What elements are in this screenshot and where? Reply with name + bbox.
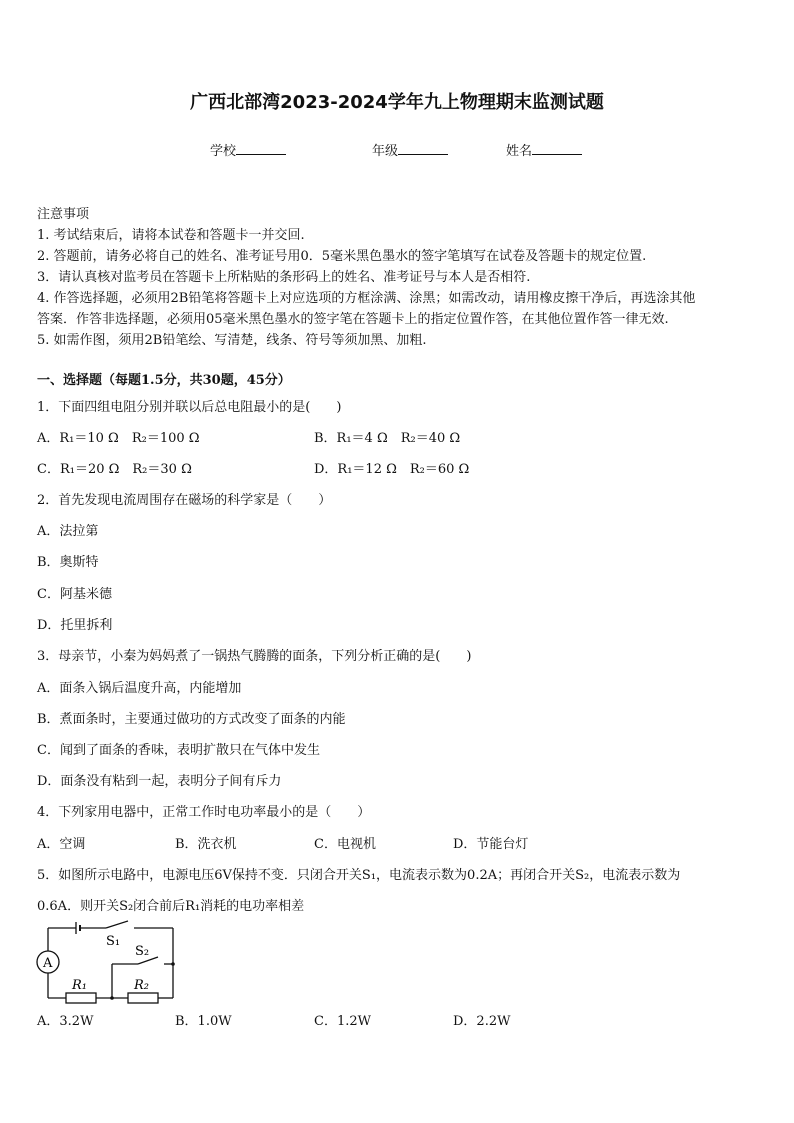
- notice-item: 1. 考试结束后，请将本试卷和答题卡一并交回.: [37, 228, 305, 243]
- q4-stem: 4．下列家用电器中，正常工作时电功率最小的是（ ）: [37, 805, 371, 820]
- q5-option-d: D．2.2W: [453, 1014, 511, 1029]
- name-field: [506, 140, 582, 159]
- q3-stem: 3．母亲节，小秦为妈妈煮了一锅热气腾腾的面条，下列分析正确的是( ): [37, 649, 472, 664]
- q2-stem: 2．首先发现电流周围存在磁场的科学家是（ ）: [37, 493, 332, 508]
- q4-option-a: A．空调: [37, 837, 86, 852]
- grade-blank: [398, 142, 448, 155]
- q5-option-a: A．3.2W: [37, 1014, 94, 1029]
- name-blank: [532, 142, 582, 155]
- notice-heading: 注意事项: [37, 207, 90, 222]
- q1-option-a: A．R₁＝10 Ω R₂＝100 Ω: [37, 431, 200, 446]
- q5-option-b: B．1.0W: [175, 1014, 232, 1029]
- notice-item: 4. 作答选择题，必须用2B铅笔将答题卡上对应选项的方框涂满、涂黑；如需改动，请用橡皮擦干净后，再选涂其他: [37, 291, 696, 306]
- q5-stem-line1: 5．如图所示电路中，电源电压6V保持不变．只闭合开关S₁，电流表示数为0.2A；再闭合开关S₂，电流表示数为: [37, 868, 681, 883]
- q3-option-b: B．煮面条时，主要通过做功的方式改变了面条的内能: [37, 712, 346, 727]
- q2-option-c: C．阿基米德: [37, 587, 112, 602]
- q1-option-c: C．R₁＝20 Ω R₂＝30 Ω: [37, 462, 192, 477]
- q3-option-d: D．面条没有粘到一起，表明分子间有斥力: [37, 774, 282, 789]
- q3-option-c: C．闻到了面条的香味，表明扩散只在气体中发生: [37, 743, 320, 758]
- q2-option-d: D．托里拆利: [37, 618, 113, 633]
- ammeter-label: A: [43, 956, 53, 971]
- q3-option-a: A．面条入锅后温度升高，内能增加: [37, 681, 242, 696]
- section-heading: 一、选择题（每题1.5分，共30题，45分）: [37, 373, 291, 388]
- q2-option-a: A．法拉第: [37, 524, 99, 539]
- circuit-diagram: [36, 918, 180, 1004]
- notice-item: 3．请认真核对监考员在答题卡上所粘贴的条形码上的姓名、准考证号与本人是否相符.: [37, 270, 531, 285]
- r2-label: R₂: [134, 978, 149, 993]
- junction-dot: [171, 962, 175, 966]
- r1-label: R₁: [72, 978, 87, 993]
- q4-option-d: D．节能台灯: [453, 837, 529, 852]
- school-field: [210, 140, 286, 159]
- switch-s1-blade: [106, 921, 128, 928]
- school-label: 学校: [210, 144, 237, 159]
- q1-option-b: B．R₁＝4 Ω R₂＝40 Ω: [314, 431, 461, 446]
- junction-dot: [110, 996, 114, 1000]
- resistor-r2: [128, 993, 158, 1003]
- q5-option-c: C．1.2W: [314, 1014, 371, 1029]
- q1-stem: 1．下面四组电阻分别并联以后总电阻最小的是( ): [37, 400, 342, 415]
- resistor-r1: [66, 993, 96, 1003]
- q4-option-b: B．洗衣机: [175, 837, 237, 852]
- q2-option-b: B．奥斯特: [37, 555, 99, 570]
- name-label: 姓名: [506, 144, 533, 159]
- q1-option-d: D．R₁＝12 Ω R₂＝60 Ω: [314, 462, 470, 477]
- notice-item: 2. 答题前，请务必将自己的姓名、准考证号用0．5毫米黑色墨水的签字笔填写在试卷及答题卡的规定位置.: [37, 249, 647, 264]
- notice-item: 5. 如需作图，须用2B铅笔绘、写清楚，线条、符号等须加黑、加粗.: [37, 333, 427, 348]
- q5-stem-line2: 0.6A．则开关S₂闭合前后R₁消耗的电功率相差: [37, 899, 305, 914]
- q4-option-c: C．电视机: [314, 837, 376, 852]
- s1-label: S₁: [106, 934, 121, 949]
- page-title: 广西北部湾2023-2024学年九上物理期末监测试题: [190, 92, 604, 113]
- school-blank: [236, 142, 286, 155]
- s2-label: S₂: [135, 944, 150, 959]
- notice-item: 答案．作答非选择题，必须用05毫米黑色墨水的签字笔在答题卡上的指定位置作答，在其他位置作答一律无效.: [37, 312, 669, 327]
- grade-label: 年级: [372, 144, 399, 159]
- grade-field: [372, 140, 448, 159]
